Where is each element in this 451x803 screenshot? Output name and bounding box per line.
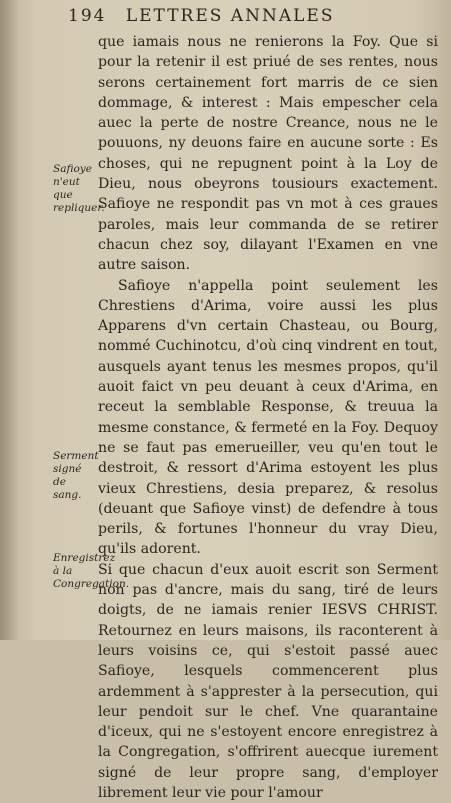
running-header xyxy=(68,6,438,28)
paragraph: Si que chacun d'eux auoit escrit son Serment non pas d'ancre, mais du sang, tiré de leurs doigts, de ne iamais renier IESVS CHRIST. Retournez en leurs maisons, ils raconterent à leurs voisins ce, qui s'estoit passé auec Safioye, lesquels commencerent plus ardemment à s'apprester à la persecution, qui leur pendoit sur le chef. Vne quarantaine d'iceux, qui ne s'estoyent encore enregistrez à la Congregation, s'offrirent auecque iurement signé de leur propre sang, d'employer librement leur vie pour l'amour xyxy=(98,561,438,801)
page-number: 194 xyxy=(68,6,107,26)
margin-note: Serment signé de sang. xyxy=(53,450,99,501)
running-title: LETTRES ANNALES xyxy=(125,6,335,26)
margin-note: Enregistrez à la Congregation. xyxy=(53,552,130,590)
body-text xyxy=(98,32,438,803)
paragraph: Safioye n'appella point seulement les Chrestiens d'Arima, voire aussi les plus Apparens d'vn certain Chasteau, ou Bourg, nommé Cuchinotcu, d'où cinq vindrent en tout, ausquels ayant tenus les mesmes propos, qu'il auoit faict vn peu deuant à ceux d'Arima, en receut la semblable Response, & treuua la mesme constance, & fermeté en la Foy. Dequoy ne se faut pas emerueiller, veu qu'en tout le destroit, & ressort d'Arima estoyent les plus vieux Chrestiens, desia preparez, & resolus (deuant que Safioye vinst) de defendre à tous perils, & fortunes l'honneur du vray Dieu, qu'ils adorent. xyxy=(98,277,438,558)
margin-note: Safioye n'eut que repliquer. xyxy=(53,163,105,214)
paragraph: que iamais nous ne renierons la Foy. Que si pour la retenir il est priué de ses rentes, nous serons certainement fort marris de ce sien dommage, & interest : Mais empescher cela auec la perte de nostre Creance, nous ne le pouuons, ny deuons faire en aucune sorte : Es choses, qui ne repugnent point à la Loy de Dieu, nous obeyrons tousiours exactement. Safioye ne respondit pas vn mot à ces graues paroles, mais leur commanda de se retirer chacun chez soy, dilayant l'Examen en vne autre saison. xyxy=(98,34,438,274)
page-gutter-shadow xyxy=(0,0,18,640)
